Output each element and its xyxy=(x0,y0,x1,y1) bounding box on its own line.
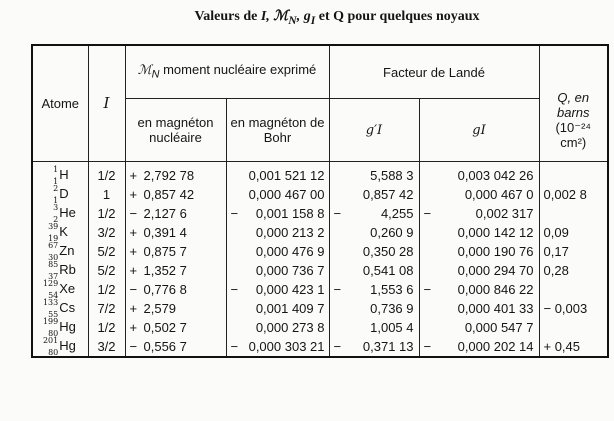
table-row xyxy=(32,261,608,280)
table-row xyxy=(32,223,608,242)
atomic-number: 54 xyxy=(48,291,59,300)
q-value: 0,28 xyxy=(543,262,569,278)
table-row xyxy=(32,242,608,261)
sign: + xyxy=(129,167,138,183)
lande-g-value: 0,000 846 22 xyxy=(457,281,534,297)
moment-nuclear-cell xyxy=(125,318,226,337)
spin-cell xyxy=(88,223,125,242)
lande-g-cell xyxy=(419,280,539,299)
header-atome: Atome xyxy=(32,45,88,162)
table-row xyxy=(32,337,608,357)
element-symbol: Rb xyxy=(59,262,76,277)
header-moment-group: ℳ$_N$ moment nucléaire exprimé xyxy=(125,45,329,99)
moment-bohr-value: 0,000 213 2 xyxy=(255,224,325,240)
element-symbol: Hg xyxy=(59,319,76,334)
moment-bohr-cell xyxy=(226,242,329,261)
mass-number: 3 xyxy=(53,203,59,212)
lande-gprime-cell xyxy=(329,242,419,261)
q-value: 0,17 xyxy=(543,243,569,259)
moment-bohr-value: 0,000 467 00 xyxy=(248,186,325,202)
moment-bohr-cell xyxy=(226,162,329,186)
sign: + xyxy=(129,243,138,259)
element-symbol: K xyxy=(59,224,68,239)
moment-bohr-value: 0,000 423 1 xyxy=(255,281,325,297)
lande-gprime-value: 0,260 9 xyxy=(370,224,414,240)
header-moment-bohr: en magnéton de Bohr xyxy=(226,99,329,162)
lande-g-value: 0,000 467 0 xyxy=(464,186,534,202)
element-symbol: Xe xyxy=(59,281,76,296)
isotope-symbol xyxy=(41,337,79,356)
element-symbol: He xyxy=(59,205,76,220)
table-row xyxy=(32,318,608,337)
mass-number: 129 xyxy=(42,279,59,288)
sign: + xyxy=(129,300,138,316)
moment-nuclear-cell xyxy=(125,162,226,186)
lande-g-value: 0,000 401 33 xyxy=(457,300,534,316)
spin-value: 3/2 xyxy=(97,224,116,240)
sign: − xyxy=(423,338,432,354)
table-body xyxy=(32,162,608,358)
q-value: + 0,45 xyxy=(543,338,581,354)
lande-gprime-value: 0,857 42 xyxy=(362,186,414,202)
sign: + xyxy=(129,224,138,240)
table-row xyxy=(32,185,608,204)
header-q: Q, en barns (10⁻²⁴ cm²) xyxy=(539,45,608,162)
spin-cell xyxy=(88,242,125,261)
q-cell xyxy=(539,318,608,337)
lande-g-cell xyxy=(419,337,539,357)
moment-nuclear-value: 0,502 7 xyxy=(143,319,187,335)
lande-gprime-cell xyxy=(329,280,419,299)
element-symbol: D xyxy=(59,186,69,201)
lande-gprime-cell xyxy=(329,223,419,242)
nuclear-data-table xyxy=(31,44,609,358)
mass-number: 201 xyxy=(42,336,59,345)
spin-value: 1/2 xyxy=(97,205,116,221)
lande-gprime-value: 0,371 13 xyxy=(362,338,414,354)
moment-nuclear-value: 0,556 7 xyxy=(143,338,187,354)
atomic-number: 2 xyxy=(53,215,59,224)
lande-gprime-value: 0,350 28 xyxy=(362,243,414,259)
lande-g-cell xyxy=(419,162,539,186)
sign: − xyxy=(230,338,239,354)
moment-nuclear-value: 0,875 7 xyxy=(143,243,187,259)
moment-nuclear-value: 0,857 42 xyxy=(143,186,195,202)
moment-bohr-value: 0,000 303 21 xyxy=(248,338,325,354)
atomic-number: 30 xyxy=(48,253,59,262)
spin-value: 1/2 xyxy=(97,319,116,335)
element-symbol: Zn xyxy=(59,243,75,258)
spin-cell xyxy=(88,185,125,204)
sign: + xyxy=(129,319,138,335)
lande-g-value: 0,000 142 12 xyxy=(457,224,534,240)
lande-g-cell xyxy=(419,299,539,318)
lande-g-value: 0,000 202 14 xyxy=(457,338,534,354)
element-symbol: H xyxy=(59,167,69,182)
moment-bohr-cell xyxy=(226,185,329,204)
lande-gprime-cell xyxy=(329,261,419,280)
sign: − xyxy=(333,205,342,221)
lande-gprime-value: 1,553 6 xyxy=(370,281,414,297)
mass-number: 133 xyxy=(42,298,59,307)
sign: − xyxy=(423,205,432,221)
moment-nuclear-cell xyxy=(125,280,226,299)
spin-cell xyxy=(88,299,125,318)
lande-g-value: 0,000 294 70 xyxy=(457,262,534,278)
sign: − xyxy=(129,338,138,354)
spin-cell xyxy=(88,204,125,223)
lande-gprime-cell xyxy=(329,318,419,337)
spin-cell xyxy=(88,337,125,357)
table-row xyxy=(32,162,608,186)
moment-bohr-cell xyxy=(226,261,329,280)
lande-g-cell xyxy=(419,242,539,261)
q-cell xyxy=(539,162,608,186)
moment-bohr-value: 0,000 736 7 xyxy=(255,262,325,278)
atomic-number: 1 xyxy=(53,196,59,205)
sign: + xyxy=(129,186,138,202)
lande-gprime-cell xyxy=(329,204,419,223)
lande-g-cell xyxy=(419,223,539,242)
moment-bohr-cell xyxy=(226,337,329,357)
moment-nuclear-cell xyxy=(125,204,226,223)
lande-g-value: 0,000 190 76 xyxy=(457,243,534,259)
moment-bohr-cell xyxy=(226,280,329,299)
mass-number: 67 xyxy=(48,241,59,250)
mass-number: 39 xyxy=(48,222,59,231)
lande-g-value: 0,000 547 7 xyxy=(464,319,534,335)
atomic-number: 55 xyxy=(48,310,59,319)
sign: − xyxy=(333,281,342,297)
spin-value: 1/2 xyxy=(97,167,116,183)
spin-cell xyxy=(88,261,125,280)
atomic-number: 1 xyxy=(53,177,59,186)
spin-value: 5/2 xyxy=(97,262,116,278)
q-cell xyxy=(539,261,608,280)
lande-g-value: 0,002 317 xyxy=(475,205,534,221)
lande-g-cell xyxy=(419,261,539,280)
sign: + xyxy=(129,262,138,278)
sign: − xyxy=(129,205,138,221)
lande-g-cell xyxy=(419,185,539,204)
moment-bohr-value: 0,001 409 7 xyxy=(255,300,325,316)
table-row xyxy=(32,204,608,223)
lande-gprime-cell xyxy=(329,185,419,204)
mass-number: 85 xyxy=(48,260,59,269)
spin-cell xyxy=(88,280,125,299)
table-title: Valeurs de I, ℳ$_N$, $g_I$ et Q pour quelques noyaux xyxy=(194,9,480,27)
q-cell xyxy=(539,299,608,318)
q-value: 0,002 8 xyxy=(543,186,587,202)
lande-gprime-cell xyxy=(329,162,419,186)
moment-nuclear-cell xyxy=(125,299,226,318)
header-moment-nuclear: en magnéton nucléaire xyxy=(125,99,226,162)
moment-bohr-value: 0,001 158 8 xyxy=(255,205,325,221)
q-cell xyxy=(539,280,608,299)
q-cell xyxy=(539,223,608,242)
spin-value: 7/2 xyxy=(97,300,116,316)
spin-cell xyxy=(88,162,125,186)
sign: − xyxy=(230,205,239,221)
header-lande-gprime: g′I xyxy=(329,99,419,162)
atomic-number: 80 xyxy=(48,348,59,357)
moment-bohr-value: 0,001 521 12 xyxy=(248,167,325,183)
mass-number: 2 xyxy=(53,184,59,193)
atom-cell xyxy=(32,337,88,357)
header-lande-group: Facteur de Landé xyxy=(329,45,539,99)
lande-gprime-cell xyxy=(329,337,419,357)
moment-bohr-cell xyxy=(226,223,329,242)
spin-value: 5/2 xyxy=(97,243,116,259)
q-cell xyxy=(539,204,608,223)
q-cell xyxy=(539,337,608,357)
lande-gprime-value: 0,736 9 xyxy=(370,300,414,316)
spin-value: 1/2 xyxy=(97,281,116,297)
sign: − xyxy=(129,281,138,297)
atomic-number: 37 xyxy=(48,272,59,281)
spin-value: 3/2 xyxy=(97,338,116,354)
moment-bohr-cell xyxy=(226,318,329,337)
moment-bohr-value: 0,000 476 9 xyxy=(255,243,325,259)
spin-value: 1 xyxy=(102,186,111,202)
moment-nuclear-cell xyxy=(125,242,226,261)
atomic-number: 80 xyxy=(48,329,59,338)
lande-gprime-cell xyxy=(329,299,419,318)
moment-nuclear-cell xyxy=(125,261,226,280)
lande-gprime-value: 5,588 3 xyxy=(370,167,414,183)
moment-bohr-cell xyxy=(226,204,329,223)
q-cell xyxy=(539,242,608,261)
lande-g-cell xyxy=(419,318,539,337)
sign: − xyxy=(230,281,239,297)
lande-gprime-value: 1,005 4 xyxy=(370,319,414,335)
mass-number: 199 xyxy=(42,317,59,326)
element-symbol: Cs xyxy=(59,300,76,315)
q-cell xyxy=(539,185,608,204)
q-value: 0,09 xyxy=(543,224,569,240)
moment-nuclear-value: 2,127 6 xyxy=(143,205,187,221)
moment-nuclear-value: 2,792 78 xyxy=(143,167,195,183)
sign: − xyxy=(333,338,342,354)
moment-nuclear-value: 0,391 4 xyxy=(143,224,187,240)
element-symbol: Hg xyxy=(59,338,76,353)
header-spin: I xyxy=(88,45,125,162)
moment-bohr-value: 0,000 273 8 xyxy=(255,319,325,335)
lande-g-value: 0,003 042 26 xyxy=(457,167,534,183)
table-row xyxy=(32,299,608,318)
moment-nuclear-cell xyxy=(125,185,226,204)
lande-gprime-value: 0,541 08 xyxy=(362,262,414,278)
mass-number: 1 xyxy=(53,165,59,174)
atomic-number: 19 xyxy=(48,234,59,243)
q-value: − 0,003 xyxy=(543,300,588,316)
lande-gprime-value: 4,255 xyxy=(380,205,414,221)
lande-g-cell xyxy=(419,204,539,223)
table-row xyxy=(32,280,608,299)
moment-nuclear-value: 0,776 8 xyxy=(143,281,187,297)
header-lande-g: gI xyxy=(419,99,539,162)
sign: − xyxy=(423,281,432,297)
moment-nuclear-value: 1,352 7 xyxy=(143,262,187,278)
moment-nuclear-cell xyxy=(125,337,226,357)
moment-nuclear-cell xyxy=(125,223,226,242)
moment-bohr-cell xyxy=(226,299,329,318)
spin-cell xyxy=(88,318,125,337)
moment-nuclear-value: 2,579 xyxy=(143,300,177,316)
